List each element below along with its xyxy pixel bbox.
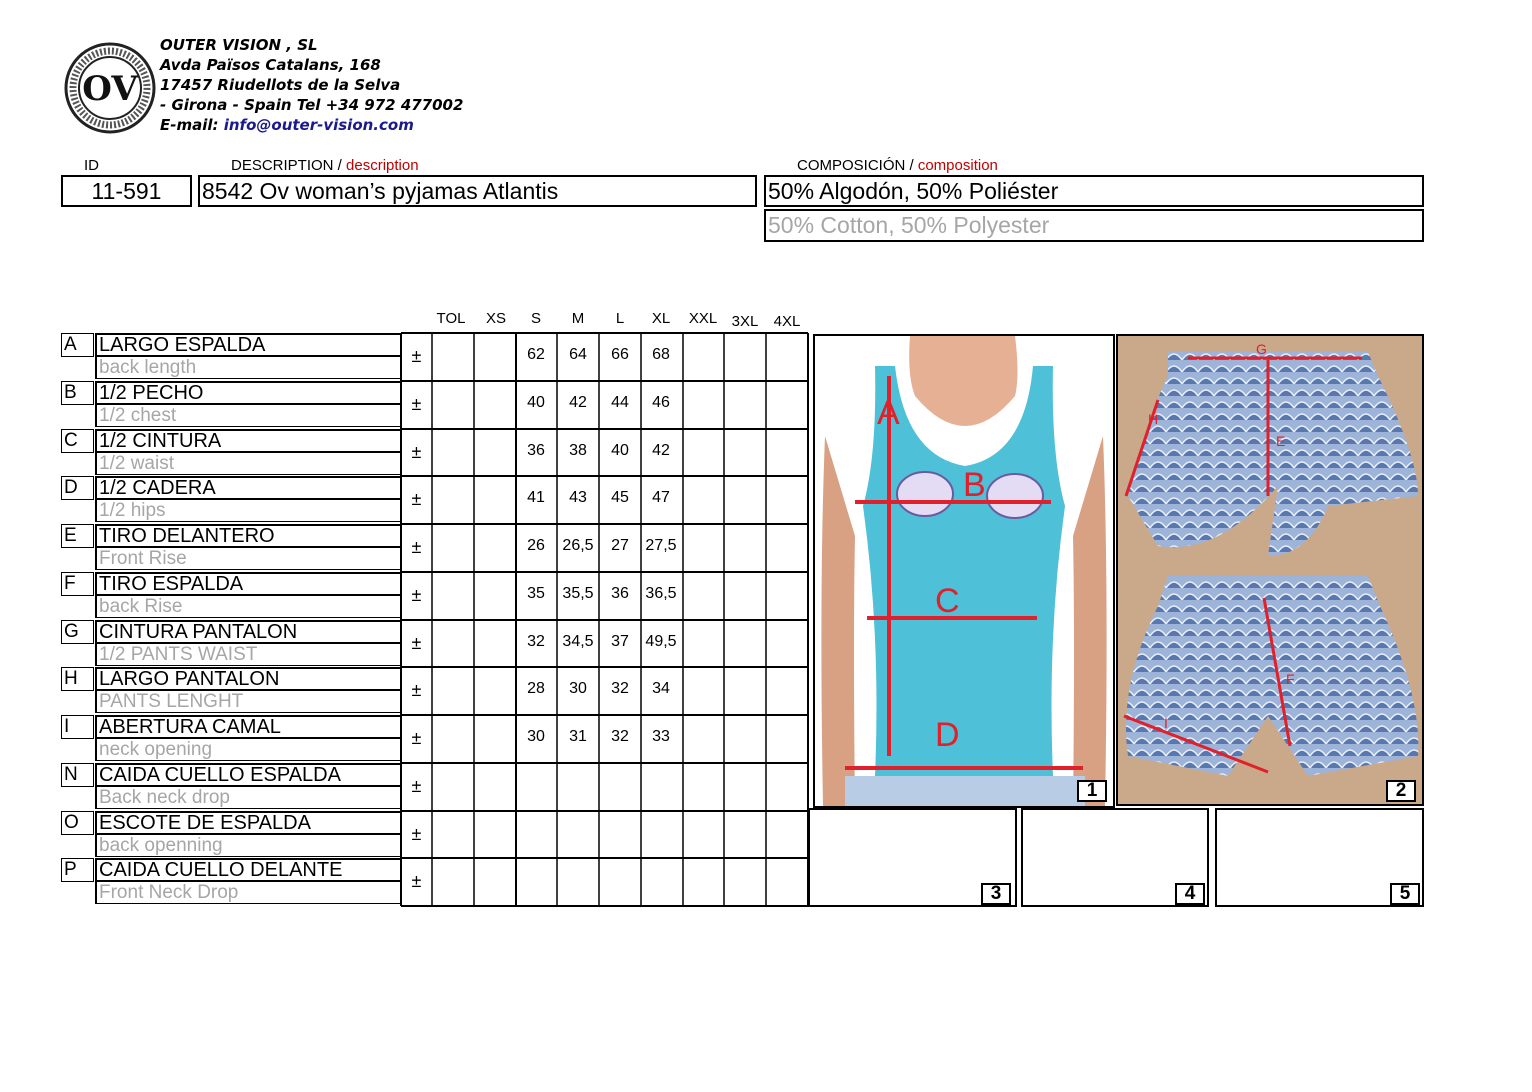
row-label-es-d: 1/2 CADERA <box>95 476 401 500</box>
panel-number-4: 4 <box>1175 883 1205 905</box>
row-code-d: D <box>61 476 94 500</box>
value-cell-a-s: 62 <box>527 346 545 363</box>
value-cell-d-m: 43 <box>569 489 587 506</box>
tank-top-photo <box>815 336 1113 806</box>
value-cell-b-m: 42 <box>569 394 587 411</box>
size-header-l: L <box>615 310 625 327</box>
row-label-es-h: LARGO PANTALON <box>95 667 401 691</box>
row-label-en-a: back length <box>95 357 401 379</box>
marker-a: A <box>877 394 900 432</box>
tolerance-symbol: ± <box>411 394 422 414</box>
tolerance-symbol: ± <box>411 346 422 366</box>
marker-e: E <box>1276 433 1286 449</box>
company-name: OUTER VISION , SL <box>160 36 318 54</box>
marker-g: G <box>1256 341 1267 357</box>
size-header-xxl: XXL <box>688 310 718 327</box>
value-cell-d-xl: 47 <box>652 489 670 506</box>
row-label-en-n: Back neck drop <box>95 787 401 809</box>
value-cell-a-xl: 68 <box>652 346 670 363</box>
value-cell-h-s: 28 <box>527 680 545 697</box>
marker-i: I <box>1164 715 1168 731</box>
row-code-b: B <box>61 381 94 405</box>
tolerance-symbol: ± <box>411 489 422 509</box>
composition-label: COMPOSICIÓN / composition <box>797 157 998 174</box>
value-cell-a-m: 64 <box>569 346 587 363</box>
email-label: E-mail: <box>160 116 224 134</box>
value-cell-e-s: 26 <box>527 537 545 554</box>
value-cell-a-l: 66 <box>611 346 629 363</box>
value-cell-e-m: 26,5 <box>562 537 594 554</box>
row-label-es-a: LARGO ESPALDA <box>95 333 401 357</box>
row-code-i: I <box>61 715 94 739</box>
value-cell-i-m: 31 <box>569 728 587 745</box>
marker-c: C <box>935 582 960 620</box>
row-label-es-n: CAIDA CUELLO ESPALDA <box>95 763 401 787</box>
panel-number-5: 5 <box>1390 883 1420 905</box>
value-cell-f-s: 35 <box>527 585 545 602</box>
tolerance-symbol: ± <box>411 442 422 462</box>
row-label-en-c: 1/2 waist <box>95 453 401 475</box>
marker-h: H <box>1148 411 1159 427</box>
value-cell-c-xl: 42 <box>652 442 670 459</box>
row-label-en-b: 1/2 chest <box>95 405 401 427</box>
value-cell-b-l: 44 <box>611 394 629 411</box>
row-label-en-g: 1/2 PANTS WAIST <box>95 644 401 666</box>
row-code-f: F <box>61 572 94 596</box>
row-label-es-g: CINTURA PANTALON <box>95 620 401 644</box>
tolerance-symbol: ± <box>411 633 422 653</box>
marker-d: D <box>935 716 960 754</box>
composition-en-field: 50% Cotton, 50% Polyester <box>764 209 1424 242</box>
company-address: Avda Països Catalans, 168 <box>160 56 381 74</box>
marker-f: F <box>1286 671 1295 687</box>
tolerance-symbol: ± <box>411 824 422 844</box>
row-code-p: P <box>61 858 94 882</box>
marker-b: B <box>963 466 986 504</box>
logo-letters: OV <box>82 69 138 109</box>
value-cell-d-s: 41 <box>527 489 545 506</box>
row-label-en-o: back openning <box>95 835 401 857</box>
size-header-xs: XS <box>485 310 506 327</box>
email-link[interactable]: info@outer-vision.com <box>223 116 414 134</box>
id-label: ID <box>84 157 99 174</box>
row-label-es-o: ESCOTE DE ESPALDA <box>95 811 401 835</box>
row-code-c: C <box>61 429 94 453</box>
row-label-es-e: TIRO DELANTERO <box>95 524 401 548</box>
value-cell-i-s: 30 <box>527 728 545 745</box>
photo-panel-4 <box>1021 808 1209 907</box>
row-label-en-f: back Rise <box>95 596 401 618</box>
value-cell-e-xl: 27,5 <box>645 537 677 554</box>
row-code-n: N <box>61 763 94 787</box>
value-cell-i-xl: 33 <box>652 728 670 745</box>
tolerance-symbol: ± <box>411 776 422 796</box>
value-cell-h-m: 30 <box>569 680 587 697</box>
product-description-field: 8542 Ov woman’s pyjamas Atlantis <box>198 175 757 207</box>
description-label: DESCRIPTION / description <box>231 157 419 174</box>
size-header-3xl: 3XL <box>731 313 759 330</box>
value-cell-i-l: 32 <box>611 728 629 745</box>
photo-panel-1 <box>813 334 1115 808</box>
row-label-es-i: ABERTURA CAMAL <box>95 715 401 739</box>
value-cell-d-l: 45 <box>611 489 629 506</box>
row-code-e: E <box>61 524 94 548</box>
row-code-g: G <box>61 620 94 644</box>
row-code-o: O <box>61 811 94 835</box>
size-header-4xl: 4XL <box>773 313 801 330</box>
panel-number-3: 3 <box>981 883 1011 905</box>
shorts-photo <box>1118 336 1422 804</box>
value-cell-g-xl: 49,5 <box>645 633 677 650</box>
row-label-en-p: Front Neck Drop <box>95 882 401 904</box>
tolerance-symbol: ± <box>411 680 422 700</box>
row-label-es-c: 1/2 CINTURA <box>95 429 401 453</box>
photo-panel-5 <box>1215 808 1424 907</box>
size-header-xl: XL <box>651 310 671 327</box>
value-cell-b-xl: 46 <box>652 394 670 411</box>
row-label-en-h: PANTS LENGHT <box>95 691 401 713</box>
value-cell-h-l: 32 <box>611 680 629 697</box>
tolerance-symbol: ± <box>411 871 422 891</box>
row-code-h: H <box>61 667 94 691</box>
row-label-es-p: CAIDA CUELLO DELANTE <box>95 858 401 882</box>
row-label-en-i: neck opening <box>95 739 401 761</box>
value-cell-g-l: 37 <box>611 633 629 650</box>
row-label-en-d: 1/2 hips <box>95 500 401 522</box>
value-cell-f-m: 35,5 <box>562 585 594 602</box>
tolerance-symbol: ± <box>411 585 422 605</box>
photo-panel-2 <box>1116 334 1424 806</box>
row-label-es-f: TIRO ESPALDA <box>95 572 401 596</box>
value-cell-c-l: 40 <box>611 442 629 459</box>
value-cell-g-s: 32 <box>527 633 545 650</box>
size-header-s: S <box>530 310 541 327</box>
panel-number-1: 1 <box>1077 780 1107 802</box>
value-cell-h-xl: 34 <box>652 680 670 697</box>
photo-panel-3 <box>808 808 1017 907</box>
value-cell-f-l: 36 <box>611 585 629 602</box>
composition-es-field: 50% Algodón, 50% Poliéster <box>764 175 1424 207</box>
company-city: 17457 Riudellots de la Selva <box>160 76 401 94</box>
company-region-phone: - Girona - Spain Tel +34 972 477002 <box>160 96 464 114</box>
size-header-m: M <box>571 310 585 327</box>
tolerance-symbol: ± <box>411 537 422 557</box>
value-cell-b-s: 40 <box>527 394 545 411</box>
value-cell-c-s: 36 <box>527 442 545 459</box>
product-id-field: 11-591 <box>61 175 192 207</box>
value-cell-g-m: 34,5 <box>562 633 594 650</box>
row-label-es-b: 1/2 PECHO <box>95 381 401 405</box>
size-header-tol: TOL <box>436 310 466 327</box>
value-cell-c-m: 38 <box>569 442 587 459</box>
row-label-en-e: Front Rise <box>95 548 401 570</box>
row-code-a: A <box>61 333 94 357</box>
value-cell-f-xl: 36,5 <box>645 585 677 602</box>
panel-number-2: 2 <box>1386 780 1416 802</box>
tolerance-symbol: ± <box>411 728 422 748</box>
value-cell-e-l: 27 <box>611 537 629 554</box>
